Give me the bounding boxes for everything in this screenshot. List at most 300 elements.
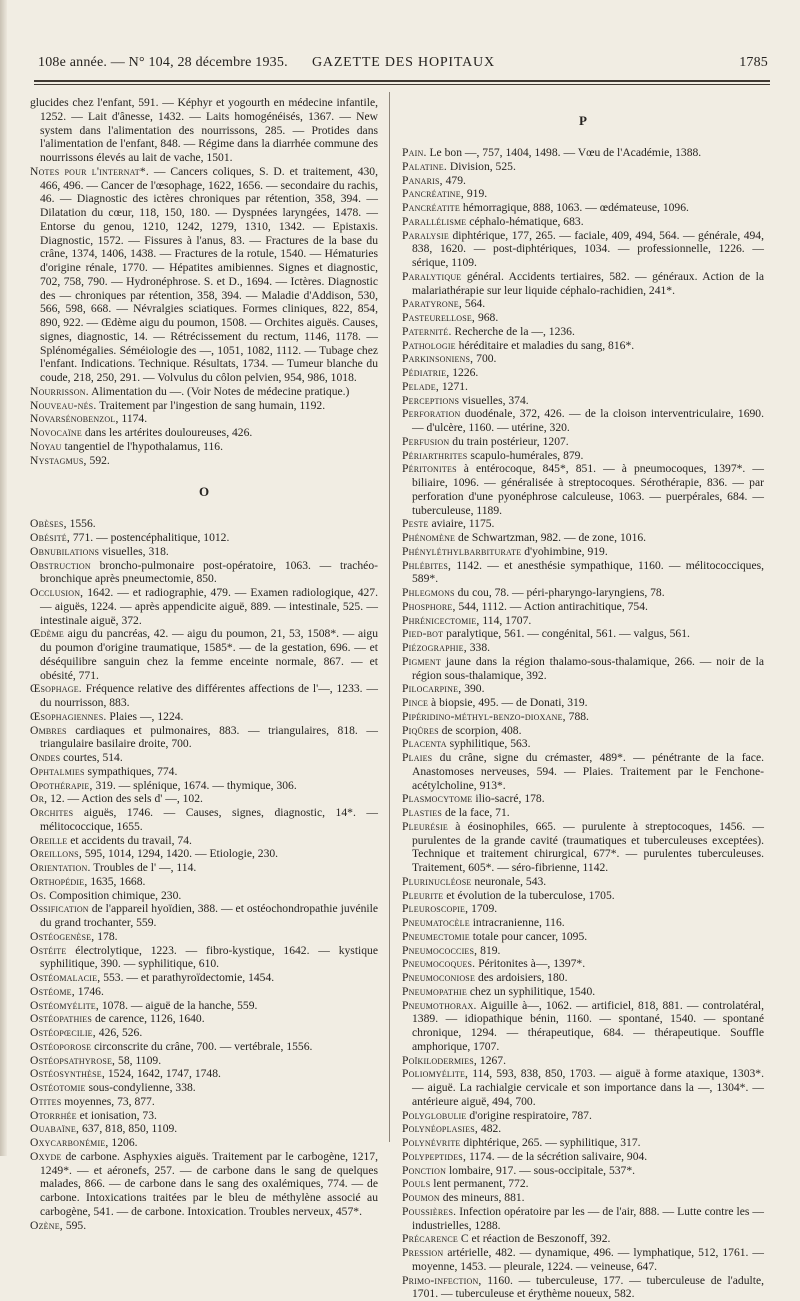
index-text: de Schwartzman, 982. — de zone, 1016. [455, 531, 646, 544]
index-text: 114, 1707. [480, 614, 532, 627]
index-keyword: Piqûres [402, 724, 439, 737]
index-keyword: Pancréatine, [402, 187, 464, 200]
index-keyword: Pelade, [402, 380, 439, 393]
index-entry [30, 861, 378, 875]
index-keyword: Ombres [30, 724, 67, 737]
index-entry [402, 339, 764, 353]
index-keyword: Pression [402, 1246, 443, 1259]
section-letter: P [402, 96, 764, 146]
section-letter: O [30, 467, 378, 517]
index-entry [30, 165, 378, 385]
index-entry [30, 889, 378, 903]
index-entry [30, 1040, 378, 1054]
index-entry [402, 600, 764, 614]
index-entry [402, 325, 764, 339]
index-text: scapulo-humérales, 879. [467, 449, 583, 462]
index-keyword: Phényléthylbarbiturate [402, 545, 521, 558]
index-keyword: Périarthrites [402, 449, 467, 462]
index-keyword: Notes pour l'internat*. [30, 165, 149, 178]
index-text: diphtérique, 177, 265. — faciale, 409, 494, 564. — générale, 494, 838, 1620. — post-diphtériques, 1034. — professionnelle, 1226. — sérique, 1109. [412, 229, 764, 270]
index-entry [402, 902, 764, 916]
index-text: Alimentation du —. (Voir Notes de médecine pratique.) [89, 385, 350, 398]
index-text: Division, 525. [447, 160, 516, 173]
index-text: 564. [462, 297, 485, 310]
index-text: du train postérieur, 1207. [449, 435, 568, 448]
index-keyword: Palatine. [402, 160, 447, 173]
index-text: 426, 526. [96, 1026, 142, 1039]
index-entry [402, 792, 764, 806]
index-text: C et réaction de Beszonoff, 392. [458, 1232, 610, 1245]
index-keyword: Parallélisme [402, 215, 466, 228]
index-text: duodénale, 372, 426. — de la cloison interventriculaire, 1690. — d'ulcère, 1160. — utérine, 320. [412, 407, 764, 434]
index-keyword: Peste [402, 517, 429, 530]
index-keyword: Obèses, [30, 517, 67, 530]
index-text: sous-condylienne, 338. [86, 1081, 196, 1094]
index-text: Composition chimique, 230. [46, 889, 181, 902]
index-text: 1226. [449, 366, 478, 379]
index-keyword: Ostéotomie [30, 1081, 86, 1094]
index-entry [402, 1232, 764, 1246]
index-text: des mineurs, 881. [440, 1191, 525, 1204]
index-entry [402, 1246, 764, 1274]
index-text: Recherche de la —, 1236. [452, 325, 575, 338]
index-text: 1635, 1668. [87, 875, 145, 888]
index-keyword: Perforation [402, 407, 460, 420]
index-keyword: Paralysie [402, 229, 449, 242]
index-keyword: Ozène, [30, 1219, 63, 1232]
index-entry [30, 1136, 378, 1150]
index-keyword: Plurinucléose [402, 875, 472, 888]
index-entry [402, 311, 764, 325]
column-divider [389, 92, 390, 1142]
index-keyword: Orthopédie, [30, 875, 87, 888]
index-entry [402, 944, 764, 958]
index-keyword: Phrénicectomie, [402, 614, 480, 627]
index-entry [402, 201, 764, 215]
index-text: 178. [94, 930, 117, 943]
index-entry [30, 902, 378, 930]
index-keyword: Ostéomyélite, [30, 999, 99, 1012]
index-keyword: Otites [30, 1095, 61, 1108]
index-entry [402, 1109, 764, 1123]
index-text: Fréquence relative des différentes affections de l'—, 1233. — du nourrisson, 883. [40, 682, 378, 709]
index-entry [30, 834, 378, 848]
index-keyword: Paternité. [402, 325, 452, 338]
index-text: visuelles, 374. [459, 394, 529, 407]
index-text: céphalo-hématique, 683. [466, 215, 583, 228]
index-keyword: Nouveau-nés. [30, 399, 96, 412]
index-text: lombaire, 917. — sous-occipitale, 537*. [446, 1164, 635, 1177]
index-keyword: Plasties [402, 806, 442, 819]
index-text: visuelles, 318. [99, 545, 169, 558]
index-keyword: Ponction [402, 1164, 446, 1177]
index-entry [402, 1191, 764, 1205]
index-text: 1206. [109, 1136, 138, 1149]
index-keyword: Oxycarbonémie, [30, 1136, 109, 1149]
index-keyword: Poumon [402, 1191, 440, 1204]
index-entry [402, 682, 764, 696]
index-entry [402, 999, 764, 1054]
index-text: broncho-pulmonaire post-opératoire, 1063. — trachéo-bronchique après pneumectomie, 850. [40, 559, 378, 586]
index-keyword: Polynéoplasies, [402, 1122, 478, 1135]
index-entry [30, 426, 378, 440]
index-text: 700. [473, 352, 496, 365]
index-entry [402, 957, 764, 971]
index-entry [30, 627, 378, 682]
index-keyword: Pasteurellose, [402, 311, 475, 324]
index-entry [402, 380, 764, 394]
index-entry [30, 1081, 378, 1095]
index-keyword: Os. [30, 889, 46, 902]
index-entry [30, 971, 378, 985]
index-entry [402, 1205, 764, 1233]
index-entry [402, 1136, 764, 1150]
index-text: 637, 818, 850, 1109. [79, 1122, 177, 1135]
index-entry [30, 930, 378, 944]
index-entry [402, 215, 764, 229]
index-entry [30, 96, 378, 165]
index-text: aigu du pancréas, 42. — aigu du poumon, 21, 53, 1508*. — aigu du poumon d'origine traumatique, 1585*. — de la gestation, 696. — et déséquilibre sanguin chez la femme enceinte normale, 867. — et obésité, 771. [40, 627, 378, 681]
index-text: totale pour cancer, 1095. [470, 930, 587, 943]
index-entry [402, 875, 764, 889]
index-keyword: Novarsénobenzol, [30, 412, 119, 425]
index-text: 788. [566, 710, 589, 723]
index-entry [30, 724, 378, 752]
index-text: moyennes, 73, 877. [61, 1095, 154, 1108]
index-text: de la face, 71. [442, 806, 510, 819]
index-keyword: Ostéosynthèse, [30, 1067, 105, 1080]
index-entry [402, 916, 764, 930]
index-text: des ardoisiers, 180. [475, 971, 567, 984]
index-keyword: Pancréatite [402, 201, 460, 214]
index-entry [402, 971, 764, 985]
index-entry [402, 710, 764, 724]
index-entry [30, 1150, 378, 1219]
index-keyword: Orientation. [30, 861, 91, 874]
index-text: sympathiques, 774. [85, 765, 178, 778]
index-text: à entérocoque, 845*, 851. — à pneumocoques, 1397*. — biliaire, 1096. — généralisée à streptocoques. Sérothérapie, 836. — par perforation d'une pyonéphrose calculeuse, 1063. — puerpérales, 684. — tuberculeuse, 1189. [412, 462, 764, 516]
index-text: 592. [87, 454, 110, 467]
index-text: à biopsie, 495. — de Donati, 319. [428, 696, 587, 709]
index-text: 1271. [439, 380, 468, 393]
index-entry [30, 385, 378, 399]
index-text: 338. [467, 641, 490, 654]
index-text: 553. — et parathyroïdectomie, 1454. [100, 971, 274, 984]
page-number: 1785 [739, 55, 768, 71]
index-keyword: Pleurésie [402, 820, 448, 833]
index-keyword: Ondes [30, 751, 60, 764]
index-keyword: Ostéoporose [30, 1040, 91, 1053]
header-rule-thin [34, 84, 770, 85]
index-text: hémorragique, 888, 1063. — œdémateuse, 1096. [460, 201, 689, 214]
index-text: lent permanent, 772. [430, 1177, 528, 1190]
index-keyword: Piézographie, [402, 641, 467, 654]
index-entry [30, 1122, 378, 1136]
index-text: de carbone. Asphyxies aiguës. Traitement par le carbogène, 1217, 1249*. — et aéronefs, 257. — de carbone dans le sang de quelques malades, 866. — de carbone dans le sang des oxalémiques, 774. — de carbone. Intoxications traitées par le bleu de méthylène associé au carbogène, 541. — de carbone. Intoxication. Troubles nerveux, 457*. [40, 1150, 378, 1218]
index-keyword: Œdème [30, 627, 64, 640]
index-entry [30, 999, 378, 1013]
index-entry [30, 710, 378, 724]
index-text: 1746. [75, 985, 104, 998]
index-keyword: Plasmocytome [402, 792, 473, 805]
index-entry [30, 440, 378, 454]
index-entry [402, 174, 764, 188]
left-column [30, 96, 378, 1146]
index-entry [402, 435, 764, 449]
index-entry [30, 1054, 378, 1068]
index-entry [30, 559, 378, 587]
index-text: 12. — Action des sels d' —, 102. [47, 792, 203, 805]
index-entry [402, 407, 764, 435]
index-entry [402, 1122, 764, 1136]
index-entry [402, 627, 764, 641]
index-keyword: Polyglobulie [402, 1109, 466, 1122]
index-text: 482. [478, 1122, 501, 1135]
index-keyword: Paralytique [402, 270, 461, 283]
index-keyword: Placenta [402, 737, 447, 750]
index-text: Infection opératoire par les — de l'air, 888. — Lutte contre les — industrielles, 1288. [412, 1205, 764, 1232]
index-entry [402, 462, 764, 517]
index-text: chez un syphilitique, 1540. [467, 985, 595, 998]
index-text: 1078. — aiguë de la hanche, 559. [99, 999, 257, 1012]
index-text: 1524, 1642, 1747, 1748. [105, 1067, 221, 1080]
index-entry [30, 944, 378, 972]
index-text: 390. [461, 682, 484, 695]
index-entry [402, 366, 764, 380]
index-text: et ionisation, 73. [77, 1109, 157, 1122]
index-entry [402, 229, 764, 270]
index-entry [30, 779, 378, 793]
index-text: — Cancers coliques, S. D. et traitement, 430, 466, 496. — Cancer de l'œsophage, 1622, 1656. — secondaire du rachis, 46. — Diagnostic des ictères chroniques par rétention, 358, 394. — Dilatation du cœur, 118, 150, 180. — Dyspnées laryngées, 1478. — Entorse du genou, 1210, 1242, 1279, 1310, 1342. — Epistaxis. Diagnostic, 1572. — Fissures à l'anus, 83. — Fractures de la base du crâne, 1374, 1406, 1438. — Fractures de la rotule, 1540. — Hématuries d'origine rénale, 1770. — Hépatites amibiennes. Signes et diagnostic, 702, 758, 790. — Hydronéphrose. S. et D., 1694. — Ictères. Diagnostic des — chroniques par rétention, 358, 394. — Maladie d'Addison, 530, 566, 598, 668. — Névralgies sciatiques. Formes cliniques, 822, 854, 890, 922. — Œdème aigu du poumon, 1508. — Orchites aiguës. Causes, signes, diagnostic, 14. — Rétrécissement du rectum, 1146, 1178. — Splénomégalies. Séméiologie des —, 1051, 1082, 1112. — Tubage chez l'enfant. Indications. Technique. Résultats, 1734. — Tumeur blanche du coude, 218, 250, 291. — Volvulus du côlon pelvien, 954, 986, 1018. [40, 165, 378, 384]
index-keyword: Pédiatrie, [402, 366, 449, 379]
index-entry [402, 1177, 764, 1191]
index-keyword: Paratyrone, [402, 297, 462, 310]
index-keyword: Ostéite [30, 944, 66, 957]
index-keyword: Perceptions [402, 394, 459, 407]
index-text: d'origine respiratoire, 787. [466, 1109, 591, 1122]
index-text: général. Accidents tertiaires, 582. — généraux. Action de la malariathérapie sur leur liquide céphalo-rachidien, 241*. [412, 270, 764, 297]
index-keyword: Pigment [402, 655, 441, 668]
header-rule-thick [34, 80, 770, 82]
index-entry [30, 765, 378, 779]
index-keyword: Parkinsoniens, [402, 352, 473, 365]
index-entry [30, 412, 378, 426]
index-entry [402, 889, 764, 903]
index-text: aviaire, 1175. [429, 517, 495, 530]
index-text: héréditaire et maladies du sang, 816*. [456, 339, 634, 352]
running-header [38, 55, 768, 77]
index-keyword: Plaies [402, 751, 432, 764]
header-journal-title: GAZETTE DES HOPITAUX [312, 55, 495, 71]
index-text: électrolytique, 1223. — fibro-kystique, 1642. — kystique syphilitique, 390. — syphilitique, 610. [40, 944, 378, 971]
index-keyword: Oreillons, [30, 847, 82, 860]
index-text: tangentiel de l'hypothalamus, 116. [62, 440, 223, 453]
index-keyword: Ostéomalacie, [30, 971, 100, 984]
index-text: du cou, 78. — péri-pharyngo-laryngiens, 78. [455, 586, 665, 599]
index-entry [402, 930, 764, 944]
index-text: 479. [443, 174, 466, 187]
index-keyword: Phlébites, [402, 559, 451, 572]
index-text: Aiguille à—, 1062. — artificiel, 818, 881. — controlatéral, 1389. — idiopathique bénin, 1160. — spontané, 1540. — spontané chronique, 1294. — thérapeutique, 684. — thérapeutique. Souffle amphorique, 1707. [412, 999, 764, 1053]
index-keyword: Polynévrite [402, 1136, 461, 1149]
index-keyword: Poïkilodermies, [402, 1054, 477, 1067]
index-entry [402, 449, 764, 463]
index-keyword: Pneumectomie [402, 930, 470, 943]
index-keyword: Pouls [402, 1177, 430, 1190]
index-text: neuronale, 543. [472, 875, 547, 888]
index-text: circonscrite du crâne, 700. — vertébrale, 1556. [91, 1040, 312, 1053]
index-keyword: Noyau [30, 440, 62, 453]
index-keyword: Polypeptides, [402, 1150, 466, 1163]
index-text: 1174. — de la sécrétion salivaire, 904. [466, 1150, 647, 1163]
index-keyword: Ostéome, [30, 985, 75, 998]
index-text: 1709. [468, 902, 497, 915]
index-text: 819. [477, 944, 500, 957]
index-keyword: Ossification [30, 902, 89, 915]
index-keyword: Oreille [30, 834, 67, 847]
index-entry [402, 737, 764, 751]
index-keyword: Pleuroscopie, [402, 902, 468, 915]
index-text: 919. [464, 187, 487, 200]
index-entry [402, 146, 764, 160]
index-keyword: Obésité, [30, 531, 70, 544]
index-keyword: Novocaïne [30, 426, 82, 439]
index-entry [402, 614, 764, 628]
index-keyword: Primo-infection, [402, 1274, 482, 1287]
index-text: 1160. — tuberculeuse, 177. — tuberculeuse de l'adulte, 1701. — tuberculeuse et érythème noueux, 582. [412, 1274, 764, 1301]
index-text: intracranienne, 116. [470, 916, 565, 929]
index-text: Troubles de l' —, 114. [91, 861, 197, 874]
index-keyword: Perfusion [402, 435, 449, 448]
index-entry [30, 454, 378, 468]
index-keyword: Phlegmons [402, 586, 455, 599]
index-text: de l'appareil hyoïdien, 388. — et ostéochondropathie juvénile du grand trochanter, 559. [40, 902, 378, 929]
index-keyword: Pilocarpine, [402, 682, 461, 695]
index-entry [402, 696, 764, 710]
index-keyword: Obstruction [30, 559, 91, 572]
index-entry [30, 875, 378, 889]
index-entry [402, 1164, 764, 1178]
index-keyword: Ophtalmies [30, 765, 85, 778]
index-entry [402, 1054, 764, 1068]
index-keyword: Pleurite [402, 889, 443, 902]
index-keyword: Pneumopathie [402, 985, 467, 998]
index-keyword: Pied-bot [402, 627, 443, 640]
index-entry [30, 682, 378, 710]
index-text: Le bon —, 757, 1404, 1498. — Vœu de l'Académie, 1388. [427, 146, 702, 159]
index-text: paralytique, 561. — congénital, 561. — valgus, 561. [443, 627, 690, 640]
index-entry [402, 517, 764, 531]
index-keyword: Pneumothorax. [402, 999, 477, 1012]
index-keyword: Pince [402, 696, 428, 709]
index-entry [30, 985, 378, 999]
index-entry [30, 586, 378, 627]
index-entry [402, 820, 764, 875]
index-keyword: Opothérapie, [30, 779, 93, 792]
index-keyword: Or, [30, 792, 47, 805]
index-entry [30, 1026, 378, 1040]
index-text: 114, 593, 838, 850, 1703. — aiguë à forme ataxique, 1303*. — aiguë. La rachialgie cervicale et son importance dans la —, 1304*. — antérieure aiguë, 494, 700. [412, 1067, 764, 1108]
index-keyword: Ostéopathies [30, 1012, 92, 1025]
index-text: d'yohimbine, 919. [521, 545, 607, 558]
index-entry [402, 806, 764, 820]
index-entry [402, 160, 764, 174]
index-text: dans les artérites douloureuses, 426. [82, 426, 252, 439]
index-entry [402, 641, 764, 655]
index-keyword: Orchites [30, 806, 73, 819]
index-text: 1142. — et anesthésie sympathique, 1160. — mélitococciques, 589*. [412, 559, 764, 586]
index-entry [30, 847, 378, 861]
index-keyword: Phosphore, [402, 600, 456, 613]
index-text: et accidents du travail, 74. [67, 834, 192, 847]
index-keyword: Pneumoconiose [402, 971, 475, 984]
index-text: 771. — postencéphalitique, 1012. [70, 531, 229, 544]
index-text: 1556. [67, 517, 96, 530]
index-keyword: Otorrhée [30, 1109, 77, 1122]
index-text: de carence, 1126, 1640. [92, 1012, 205, 1025]
index-entry [402, 655, 764, 683]
index-keyword: Nourrisson. [30, 385, 89, 398]
index-text: 595, 1014, 1294, 1420. — Etiologie, 230. [82, 847, 278, 860]
index-keyword: Pneumocoques. [402, 957, 475, 970]
index-text: diphtérique, 265. — syphilitique, 317. [461, 1136, 641, 1149]
index-entry [402, 985, 764, 999]
index-entry [30, 1012, 378, 1026]
index-keyword: Nystagmus, [30, 454, 87, 467]
index-keyword: Péritonites [402, 462, 457, 475]
index-entry [30, 399, 378, 413]
index-text: Péritonites à—, 1397*. [475, 957, 585, 970]
index-text: et évolution de la tuberculose, 1705. [443, 889, 614, 902]
index-entry [402, 531, 764, 545]
index-entry [402, 1150, 764, 1164]
index-entry [402, 394, 764, 408]
index-keyword: Œsophage. [30, 682, 82, 695]
index-keyword: Pain. [402, 146, 427, 159]
index-entry [30, 1067, 378, 1081]
index-text: du crâne, signe du crémaster, 489*. — pénétrante de la face. Anastomoses nerveuses, 594. — Plaies. Traitement par le Fenchone-acétylcholine, 913*. [412, 751, 764, 792]
index-entry [402, 559, 764, 587]
index-entry [30, 1109, 378, 1123]
index-keyword: Ostéogenèse, [30, 930, 94, 943]
index-keyword: Pneumococcies, [402, 944, 477, 957]
index-text: 1642. — et radiographie, 479. — Examen radiologique, 427. — aiguës, 1224. — après appendicite aiguë, 889. — intestinale, 525. — intestinale aiguë, 372. [40, 586, 378, 627]
index-keyword: Ouabaïne, [30, 1122, 79, 1135]
index-text: 1174. [119, 412, 148, 425]
index-text: de scorpion, 408. [439, 724, 522, 737]
index-keyword: Phénomène [402, 531, 455, 544]
index-text: Plaies —, 1224. [106, 710, 183, 723]
index-text: syphilitique, 563. [447, 737, 531, 750]
index-entry [402, 187, 764, 201]
index-text: 968. [475, 311, 498, 324]
index-text: à éosinophiles, 665. — purulente à streptocoques, 1456. — purulentes de la grande cavité (traumatiques et tuberculeuses exceptées). Technique et traitement chirurgical, 677*. — purulentes tuberculeuses. Traitement, 605*. — séro-fibrienne, 1142. [412, 820, 764, 874]
index-entry [402, 270, 764, 298]
index-text: 544, 1112. — Action antirachitique, 754. [456, 600, 648, 613]
index-keyword: Poussières. [402, 1205, 456, 1218]
index-text: jaune dans la région thalamo-sous-thalamique, 266. — noir de la région sous-thalamique, 392. [412, 655, 764, 682]
index-text: Traitement par l'ingestion de sang humain, 1192. [96, 399, 325, 412]
index-entry [402, 1067, 764, 1108]
index-text: aiguës, 1746. — Causes, signes, diagnostic, 14*. — mélitococcique, 1655. [40, 806, 378, 833]
index-text: cardiaques et pulmonaires, 883. — triangulaires, 818. — triangulaire basilaire droite, 700. [40, 724, 378, 751]
index-entry [402, 751, 764, 792]
index-entry [30, 806, 378, 834]
header-issue: 108e année. — N° 104, 28 décembre 1935. [38, 55, 288, 71]
index-entry [30, 517, 378, 531]
index-text: artérielle, 482. — dynamique, 496. — lymphatique, 512, 1761. — moyenne, 1453. — pleurale, 1224. — veineuse, 647. [412, 1246, 764, 1273]
index-keyword: Œsophagiennes. [30, 710, 106, 723]
